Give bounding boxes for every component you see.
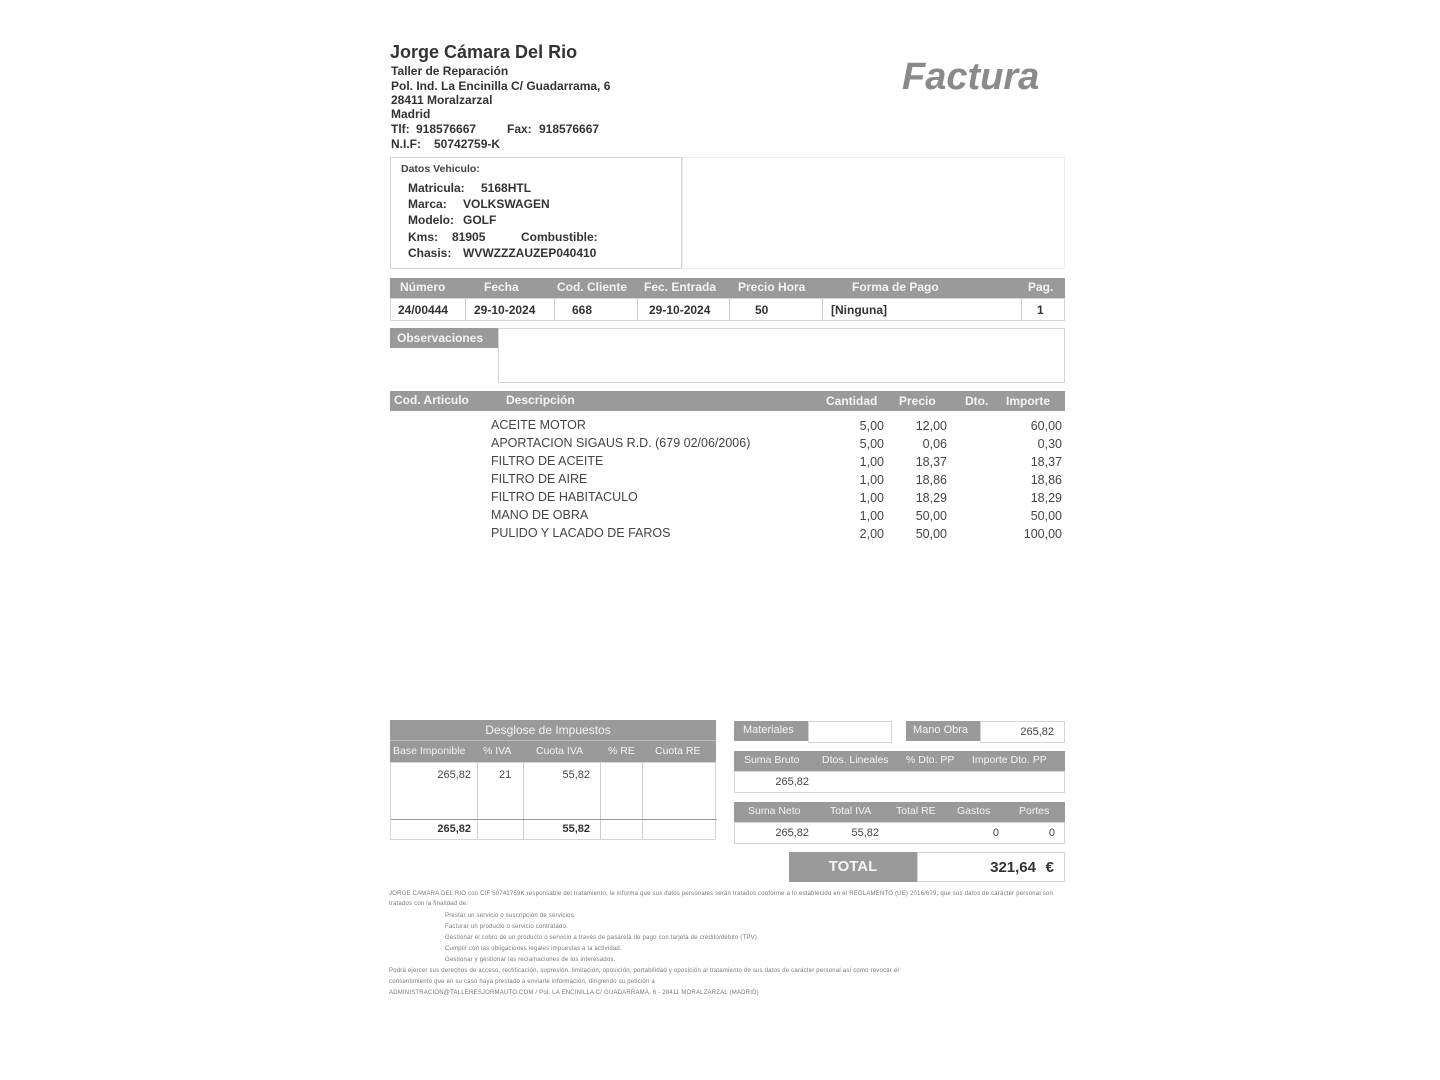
pp-discount-amount-label: Importe Dto. PP — [972, 754, 1047, 766]
invoice-number: 24/00444 — [398, 303, 449, 317]
net-sum-label: Suma Neto — [748, 805, 801, 817]
total-re-label: Total RE — [896, 805, 936, 817]
company-name: Jorge Cámara Del Rio — [390, 42, 578, 62]
line-description: ACEITE MOTOR — [491, 418, 586, 432]
line-quantity: 5,00 — [859, 437, 884, 451]
header-entry-date: Fec. Entrada — [644, 280, 717, 294]
chassis-label: Chasis: — [408, 246, 452, 260]
line-quantity: 1,00 — [859, 455, 884, 469]
legal-paragraph-3: consentimiento que en su caso haya prestado a enviarle información, dirigiendo su petición a — [389, 979, 655, 985]
vehicle-section-label: Datos Vehiculo: — [401, 163, 480, 175]
line-quantity: 1,00 — [859, 491, 884, 505]
materials-label-text: Materiales — [743, 724, 794, 736]
company-phone-label: Tlf: — [391, 122, 410, 136]
page-number: 1 — [1037, 303, 1044, 317]
line-quantity: 5,00 — [859, 419, 884, 433]
tax-header-re-pct: % RE — [608, 745, 635, 757]
shipping: 0 — [1048, 827, 1055, 839]
company-address: Pol. Ind. La Encinilla C/ Guadarrama, 6 — [391, 79, 611, 93]
header-number: Número — [400, 280, 446, 294]
tax-header-base: Base Imponible — [393, 745, 466, 757]
model-label: Modelo: — [408, 213, 454, 227]
tax-iva-quota: 55,82 — [562, 769, 590, 781]
header-date: Fecha — [484, 280, 519, 294]
legal-contact: ADMINISTRACION@TALLERESJORMAUTO.COM / Pol. LA ENCINILLA C/ GUADARRAMA, 6 - 28411 MORALZARZAL (MADRID) — [389, 990, 759, 996]
line-quantity: 1,00 — [859, 509, 884, 523]
summary-row1-values — [734, 771, 1065, 793]
line-description: APORTACION SIGAUS R.D. (679 02/06/2006) — [491, 436, 751, 450]
payment-method: [Ninguna] — [831, 303, 887, 317]
header-description: Descripción — [506, 393, 575, 407]
company-fax-label: Fax: — [507, 122, 532, 136]
total-label-text: TOTAL — [828, 858, 878, 875]
tax-header-re-quota: Cuota RE — [655, 745, 701, 757]
line-amount: 0,30 — [1037, 437, 1062, 451]
net-sum: 265,82 — [775, 827, 809, 839]
line-price: 50,00 — [915, 527, 947, 541]
client-code: 668 — [572, 303, 593, 317]
summary-row1-header — [734, 751, 1065, 771]
line-price: 12,00 — [915, 419, 947, 433]
legal-item: Cumplir con las obligaciones legales impuestas a la actividad. — [445, 946, 622, 952]
tax-iva-pct: 21 — [499, 769, 512, 781]
line-quantity: 2,00 — [859, 527, 884, 541]
observations-label — [390, 328, 498, 348]
tax-title: Desglose de Impuestos — [485, 723, 611, 737]
kms-label: Kms: — [408, 230, 439, 244]
line-description: MANO DE OBRA — [491, 508, 589, 522]
company-province: Madrid — [391, 107, 431, 121]
legal-item: Gestionar el cobro de un producto o servicio a través de pasarela de pago con tarjeta de crédito/débito (TPV). — [445, 935, 759, 941]
total-label — [789, 852, 917, 882]
observations-box — [498, 328, 1065, 383]
plate-value: 5168HTL — [481, 181, 532, 195]
line-description: FILTRO DE HABITACULO — [491, 490, 638, 504]
labor-label-text: Mano Obra — [913, 724, 969, 736]
line-amount: 50,00 — [1030, 509, 1062, 523]
line-price: 0,06 — [922, 437, 947, 451]
brand-value: VOLKSWAGEN — [463, 197, 550, 211]
plate-label: Matricula: — [408, 181, 465, 195]
line-description: FILTRO DE ACEITE — [491, 454, 604, 468]
expenses: 0 — [992, 827, 999, 839]
total-iva-label: Total IVA — [830, 805, 872, 817]
company-nif: 50742759-K — [434, 137, 501, 151]
invoice-info-header — [390, 278, 1065, 298]
vehicle-side-box — [682, 157, 1065, 269]
tax-base: 265,82 — [437, 769, 471, 781]
model-value: GOLF — [463, 213, 497, 227]
legal-paragraph-1b: tratados con la finalidad de: — [389, 901, 469, 907]
tax-header — [390, 720, 716, 762]
header-amount: Importe — [1006, 394, 1051, 408]
company-phone: 918576667 — [416, 122, 477, 136]
summary-row2-values — [734, 822, 1065, 844]
line-amount: 60,00 — [1030, 419, 1062, 433]
total-value: 321,64 — [990, 859, 1036, 876]
invoice-date: 29-10-2024 — [474, 303, 536, 317]
gross-sum-label: Suma Bruto — [744, 754, 800, 766]
line-amount: 18,37 — [1030, 455, 1062, 469]
header-discount: Dto. — [965, 394, 989, 408]
total-iva: 55,82 — [851, 827, 879, 839]
labor-value: 265,82 — [1020, 726, 1054, 738]
tax-body — [390, 762, 716, 840]
header-hour-price: Precio Hora — [738, 280, 806, 294]
total-currency: € — [1045, 859, 1054, 876]
line-price: 18,37 — [915, 455, 947, 469]
line-price: 50,00 — [915, 509, 947, 523]
line-price: 18,29 — [915, 491, 947, 505]
materials-value-box — [808, 721, 892, 743]
summary-row2-header — [734, 802, 1065, 822]
header-payment-method: Forma de Pago — [852, 280, 939, 294]
materials-label — [734, 721, 808, 741]
tax-iva-quota-total: 55,82 — [562, 823, 590, 835]
lines-header — [390, 391, 1065, 411]
legal-item: Prestar un servicio o suscripción de servicios. — [445, 913, 576, 919]
header-price: Precio — [899, 394, 936, 408]
pp-discount-pct-label: % Dto. PP — [906, 754, 955, 766]
brand-label: Marca: — [408, 197, 447, 211]
labor-label — [906, 721, 980, 741]
line-quantity: 1,00 — [859, 473, 884, 487]
legal-paragraph-2: Podrá ejercer sus derechos de acceso, rectificación, supresión, limitación, oposición, portabilidad y oposición al tratamiento de sus datos de carácter personal así como revocar el — [389, 968, 899, 974]
header-client-code: Cod. Cliente — [557, 280, 628, 294]
observations-label-text: Observaciones — [397, 331, 484, 345]
line-amount: 100,00 — [1023, 527, 1062, 541]
labor-value-box — [980, 721, 1065, 743]
entry-date: 29-10-2024 — [649, 303, 711, 317]
tax-base-total: 265,82 — [437, 823, 471, 835]
header-page: Pag. — [1028, 280, 1054, 294]
tax-header-iva-pct: % IVA — [483, 745, 512, 757]
line-description: PULIDO Y LACADO DE FAROS — [491, 526, 671, 540]
company-postcode: 28411 Moralzarzal — [391, 93, 493, 107]
legal-paragraph-1: JORGE CAMARA DEL RIO con CIF 50742759K responsable del tratamiento, le informa que sus datos personales serán tratados conforme a lo establecido en el REGLAMENTO (UE) 2016/679, que sus datos de carácter personal son — [389, 891, 1053, 897]
kms-value: 81905 — [452, 230, 486, 244]
legal-item: Facturar un producto o servicio contratado. — [445, 924, 568, 930]
gross-sum: 265,82 — [775, 776, 809, 788]
shipping-label: Portes — [1019, 805, 1050, 817]
line-amount: 18,86 — [1030, 473, 1062, 487]
line-discounts-label: Dtos. Lineales — [822, 754, 889, 766]
legal-item: Gestionar y gestionar las reclamaciones de los interesados. — [445, 957, 616, 963]
line-price: 18,86 — [915, 473, 947, 487]
tax-header-iva-quota: Cuota IVA — [536, 745, 584, 757]
company-nif-label: N.I.F: — [391, 137, 421, 151]
header-quantity: Cantidad — [826, 394, 878, 408]
line-description: FILTRO DE AIRE — [491, 472, 588, 486]
total-value-box — [917, 852, 1065, 882]
document-title: Factura — [902, 56, 1040, 98]
fuel-label: Combustible: — [521, 230, 598, 244]
hour-price: 50 — [755, 303, 769, 317]
company-fax: 918576667 — [539, 122, 600, 136]
header-article-code: Cod. Articulo — [394, 393, 469, 407]
chassis-value: WVWZZZAUZEP040410 — [463, 246, 597, 260]
invoice-info-row — [390, 298, 1065, 321]
company-activity: Taller de Reparación — [391, 64, 509, 78]
line-amount: 18,29 — [1030, 491, 1062, 505]
expenses-label: Gastos — [957, 805, 991, 817]
